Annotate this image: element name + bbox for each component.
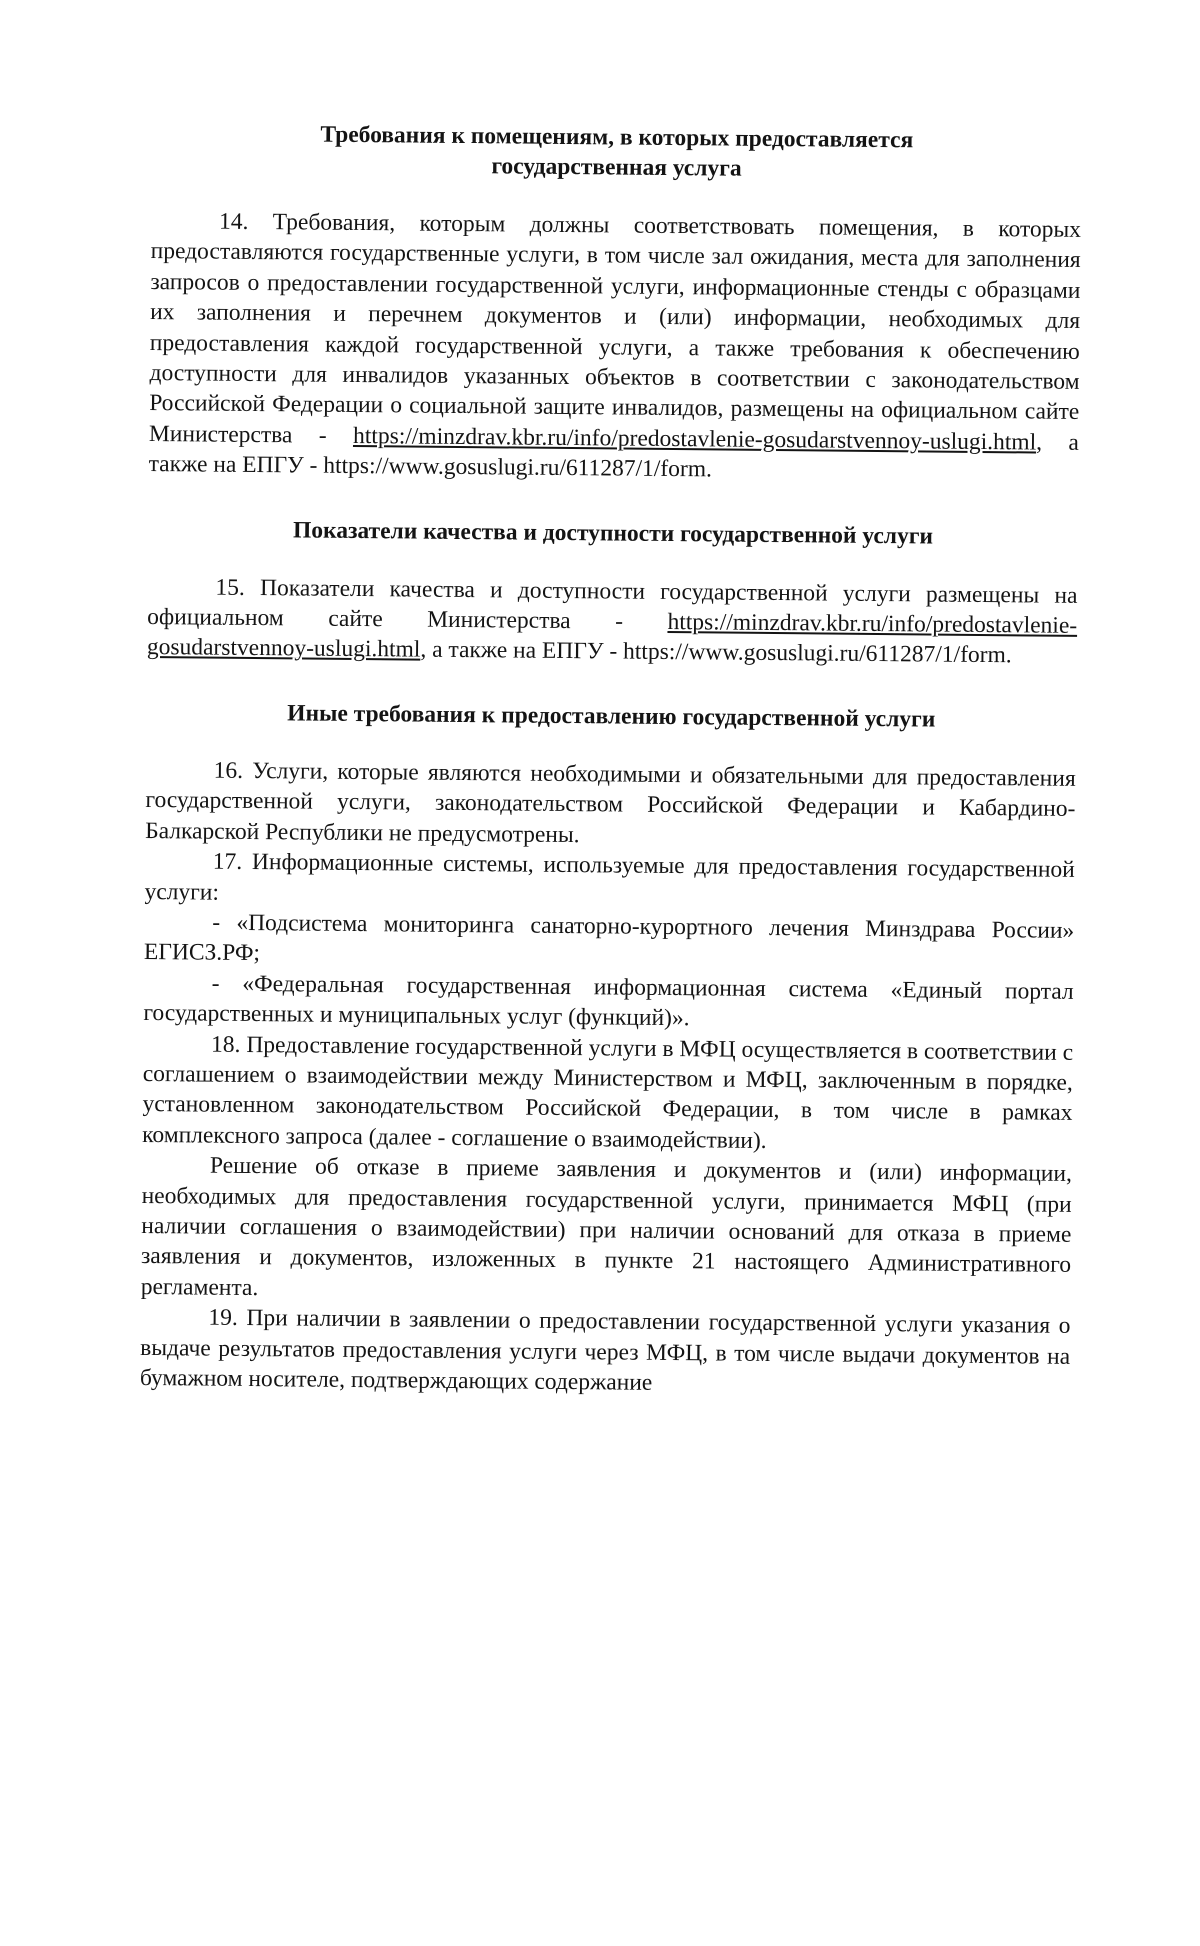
ministry-link[interactable]: https://minzdrav.kbr.ru/info/predostavlenie-gosudarstvennoy-uslugi.html bbox=[146, 609, 1078, 664]
heading-line: государственная услуга bbox=[491, 153, 742, 182]
paragraph-15-text: 15. Показатели качества и доступности государственной услуги размещены на официальном сайте Министерства - bbox=[147, 574, 1078, 636]
paragraph-14 bbox=[149, 206, 1082, 489]
document-body bbox=[140, 118, 1082, 1402]
paragraph-14-text: 14. Требования, которым должны соответствовать помещения, в которых предоставляются государственные услуги, в том числе зал ожидания, места для заполнения запросов о предоставлении государственной услуги, информационные стенды с образцами их заполнения и перечнем документов и (или) информации, необходимых для предоставления каждой государственной услуги, а также требования к обеспечению доступности для инвалидов указанных объектов в соответствии с законодательством Российской Федерации о социальной защите инвалидов, размещены на официальном сайте Министерства - bbox=[148, 208, 1082, 449]
paragraph-14-tail: , а также на ЕПГУ - https://www.gosuslugi.ru/611287/1/form. bbox=[148, 429, 1080, 483]
paragraph-19: 19. При наличии в заявлении о предоставлении государственной услуги указания о выдаче результатов предоставления услуги через МФЦ, в том числе выдачи документов на бумажном носителе, подтверждающих содержание bbox=[139, 1304, 1071, 1396]
section-heading-other-requirements: Иные требования к предоставлению государственной услуги bbox=[287, 700, 936, 733]
list-item: - «Федеральная государственная информационная система «Единый портал государственных и муниципальных услуг (функций)». bbox=[143, 970, 1074, 1032]
paragraph-18: 18. Предоставление государственной услуги в МФЦ осуществляется в соответствии с соглашением о взаимодействии между Министерством и МФЦ, заключенным в порядке, установленном законодательством Российской Федерации, в том числе в рамках комплексного запроса (далее - соглашение о взаимодействии). bbox=[142, 1031, 1074, 1154]
ministry-link[interactable]: https://minzdrav.kbr.ru/info/predostavlenie-gosudarstvennoy-uslugi.html bbox=[352, 422, 1037, 456]
section-heading-premises-requirements bbox=[151, 118, 1082, 187]
section-heading-quality-indicators: Показатели качества и доступности государственной услуги bbox=[292, 517, 934, 550]
paragraph-16: 16. Услуги, которые являются необходимыми и обязательными для предоставления государственной услуги, законодательством Российской Федерации и Кабардино-Балкарской Республики не предусмотрены. bbox=[145, 757, 1076, 848]
paragraph-18-decision: Решение об отказе в приеме заявления и документов и (или) информации, необходимых для предоставления государственной услуги, принимается МФЦ (при наличии соглашения о взаимодействии) при наличии оснований для отказа в приеме заявления и документов, изложенных в пункте 21 настоящего Административного регламента. bbox=[140, 1152, 1073, 1301]
paragraph-17: 17. Информационные системы, используемые для предоставления государственной услуги: bbox=[144, 848, 1075, 906]
paragraph-15 bbox=[147, 572, 1078, 672]
heading-line: Требования к помещениям, в которых предоставляется bbox=[320, 121, 914, 154]
list-item: - «Подсистема мониторинга санаторно-курортного лечения Минздрава России» ЕГИСЗ.РФ; bbox=[143, 909, 1075, 967]
paragraph-15-tail: , а также на ЕПГУ - https://www.gosuslugi.ru/611287/1/form. bbox=[420, 637, 1012, 669]
